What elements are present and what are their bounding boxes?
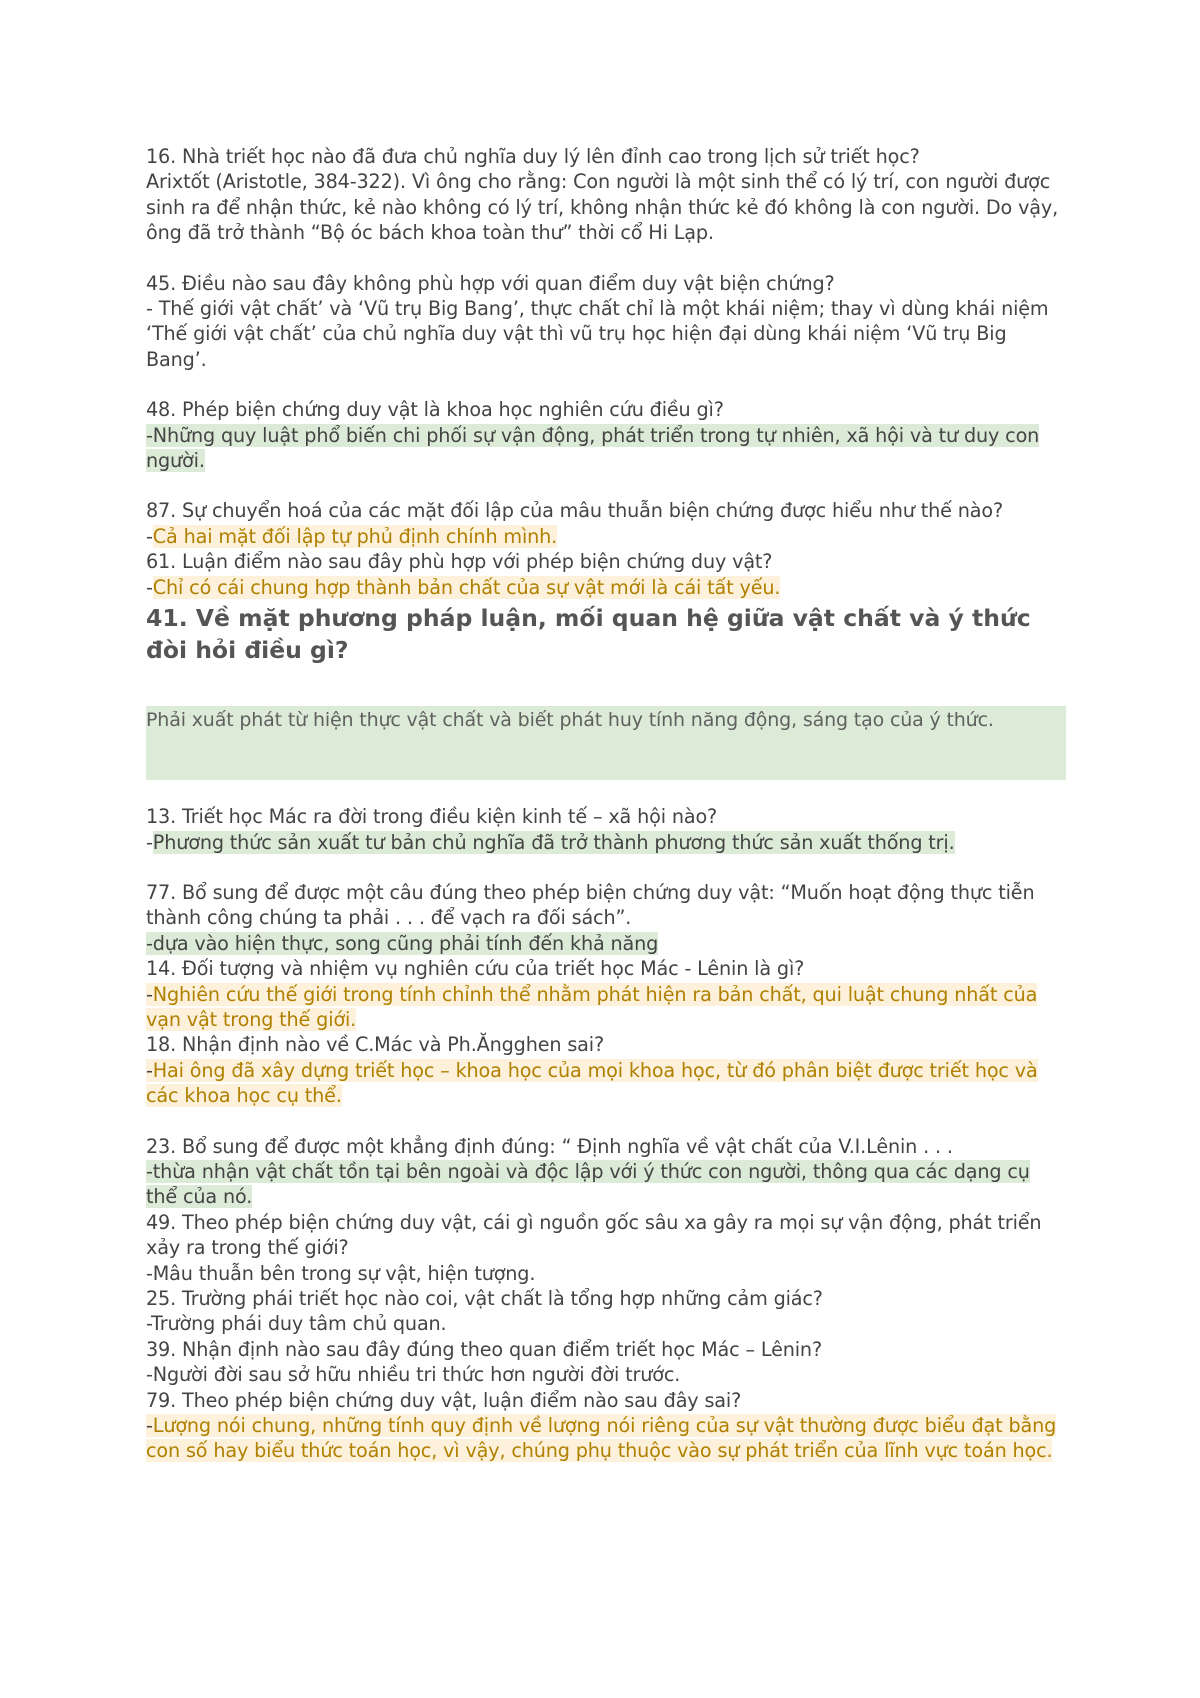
answer-79-prefix: - <box>146 1414 153 1438</box>
answer-18 <box>146 1058 1066 1109</box>
answer-87-prefix: - <box>146 524 153 548</box>
question-87: 87. Sự chuyển hoá của các mặt đối lập của mâu thuẫn biện chứng được hiểu như thế nào? <box>146 499 1003 523</box>
question-39: 39. Nhận định nào sau đây đúng theo quan điểm triết học Mác – Lênin? <box>146 1337 822 1361</box>
answer-13-text: Phương thức sản xuất tư bản chủ nghĩa đã trở thành phương thức sản xuất thống trị. <box>152 830 955 854</box>
question-13: 13. Triết học Mác ra đời trong điều kiện kinh tế – xã hội nào? <box>146 805 718 829</box>
answer-41-box <box>146 706 1066 780</box>
answer-61-text: Chỉ có cái chung hợp thành bản chất của sự vật mới là cái tất yếu. <box>152 575 781 599</box>
answer-45: - Thế giới vật chất’ và ‘Vũ trụ Big Bang’, thực chất chỉ là một khái niệm; thay vì dùng khái niệm ‘Thế giới vật chất’ của chủ nghĩa duy vật thì vũ trụ học hiện đại dùng khái niệm ‘Vũ trụ Big Bang’. <box>146 297 1049 371</box>
question-16: 16. Nhà triết học nào đã đưa chủ nghĩa duy lý lên đỉnh cao trong lịch sử triết học? <box>146 145 920 168</box>
answer-41-text: Phải xuất phát từ hiện thực vật chất và biết phát huy tính năng động, sáng tạo của ý thức. <box>146 709 994 732</box>
answer-23 <box>146 1159 1066 1210</box>
question-25: 25. Trường phái triết học nào coi, vật chất là tổng hợp những cảm giác? <box>146 1287 823 1310</box>
answer-48 <box>146 423 1066 474</box>
answer-87 <box>146 524 1066 549</box>
answer-79-text: Lượng nói chung, những tính quy định về lượng nói riêng của sự vật thường được biểu đạt bằng con số hay biểu thức toán học, vì vậy, chúng phụ thuộc vào sự phát triển của lĩnh vực toán học. <box>146 1414 1057 1463</box>
question-77: 77. Bổ sung để được một câu đúng theo phép biện chứng duy vật: “Muốn hoạt động thực tiễn thành công chúng ta phải . . . để vạch ra đối sách”. <box>146 880 1035 930</box>
question-41-heading: 41. Về mặt phương pháp luận, mối quan hệ giữa vật chất và ý thức đòi hỏi điều gì? <box>146 604 1031 665</box>
question-48: 48. Phép biện chứng duy vật là khoa học nghiên cứu điều gì? <box>146 398 724 422</box>
answer-14 <box>146 982 1066 1033</box>
answer-61 <box>146 575 1066 600</box>
answer-14-text: Nghiên cứu thế giới trong tính chỉnh thể nhằm phát hiện ra bản chất, qui luật chung nhất của vạn vật trong thế giới. <box>146 982 1038 1031</box>
answer-61-prefix: - <box>146 575 153 599</box>
answer-49: -Mâu thuẫn bên trong sự vật, hiện tượng. <box>146 1261 536 1285</box>
answer-48-text: -Những quy luật phổ biến chi phối sự vận động, phát triển trong tự nhiên, xã hội và tư duy con người. <box>146 423 1040 473</box>
answer-13 <box>146 830 1066 855</box>
question-45: 45. Điều nào sau đây không phù hợp với quan điểm duy vật biện chứng? <box>146 271 835 295</box>
question-49: 49. Theo phép biện chứng duy vật, cái gì nguồn gốc sâu xa gây ra mọi sự vận động, phát triển xảy ra trong thế giới? <box>146 1210 1042 1260</box>
answer-77-text: -dựa vào hiện thực, song cũng phải tính đến khả năng <box>146 931 659 955</box>
answer-39: -Người đời sau sở hữu nhiều tri thức hơn người đời trước. <box>146 1363 681 1387</box>
question-14: 14. Đối tượng và nhiệm vụ nghiên cứu của triết học Mác - Lênin là gì? <box>146 957 805 981</box>
question-18: 18. Nhận định nào về C.Mác và Ph.Ăngghen sai? <box>146 1033 604 1057</box>
answer-25: -Trường phái duy tâm chủ quan. <box>146 1312 447 1336</box>
document-page <box>146 144 1066 1464</box>
answer-13-prefix: - <box>146 830 153 854</box>
answer-77 <box>146 931 1066 956</box>
answer-23-text: -thừa nhận vật chất tồn tại bên ngoài và độc lập với ý thức con người, thông qua các dạng cụ thể của nó. <box>146 1159 1030 1209</box>
answer-14-prefix: - <box>146 982 153 1006</box>
question-61: 61. Luận điểm nào sau đây phù hợp với phép biện chứng duy vật? <box>146 550 773 574</box>
answer-18-text: Hai ông đã xây dựng triết học – khoa học của mọi khoa học, từ đó phân biệt được triết học và các khoa học cụ thể. <box>146 1058 1038 1108</box>
question-79: 79. Theo phép biện chứng duy vật, luận điểm nào sau đây sai? <box>146 1388 742 1412</box>
answer-87-text: Cả hai mặt đối lập tự phủ định chính mình. <box>152 524 558 548</box>
question-23: 23. Bổ sung để được một khẳng định đúng: “ Định nghĩa về vật chất của V.I.Lênin . . . <box>146 1134 953 1158</box>
answer-16: Arixtốt (Aristotle, 384-322). Vì ông cho rằng: Con người là một sinh thể có lý trí, con người được sinh ra để nhận thức, kẻ nào không có lý trí, không nhận thức kẻ đó không là con người. Do vậy, ông đã trở thành “Bộ óc bách khoa toàn thư” thời cổ Hi Lạp. <box>146 170 1059 245</box>
answer-79 <box>146 1413 1066 1464</box>
answer-18-prefix: - <box>146 1058 153 1082</box>
